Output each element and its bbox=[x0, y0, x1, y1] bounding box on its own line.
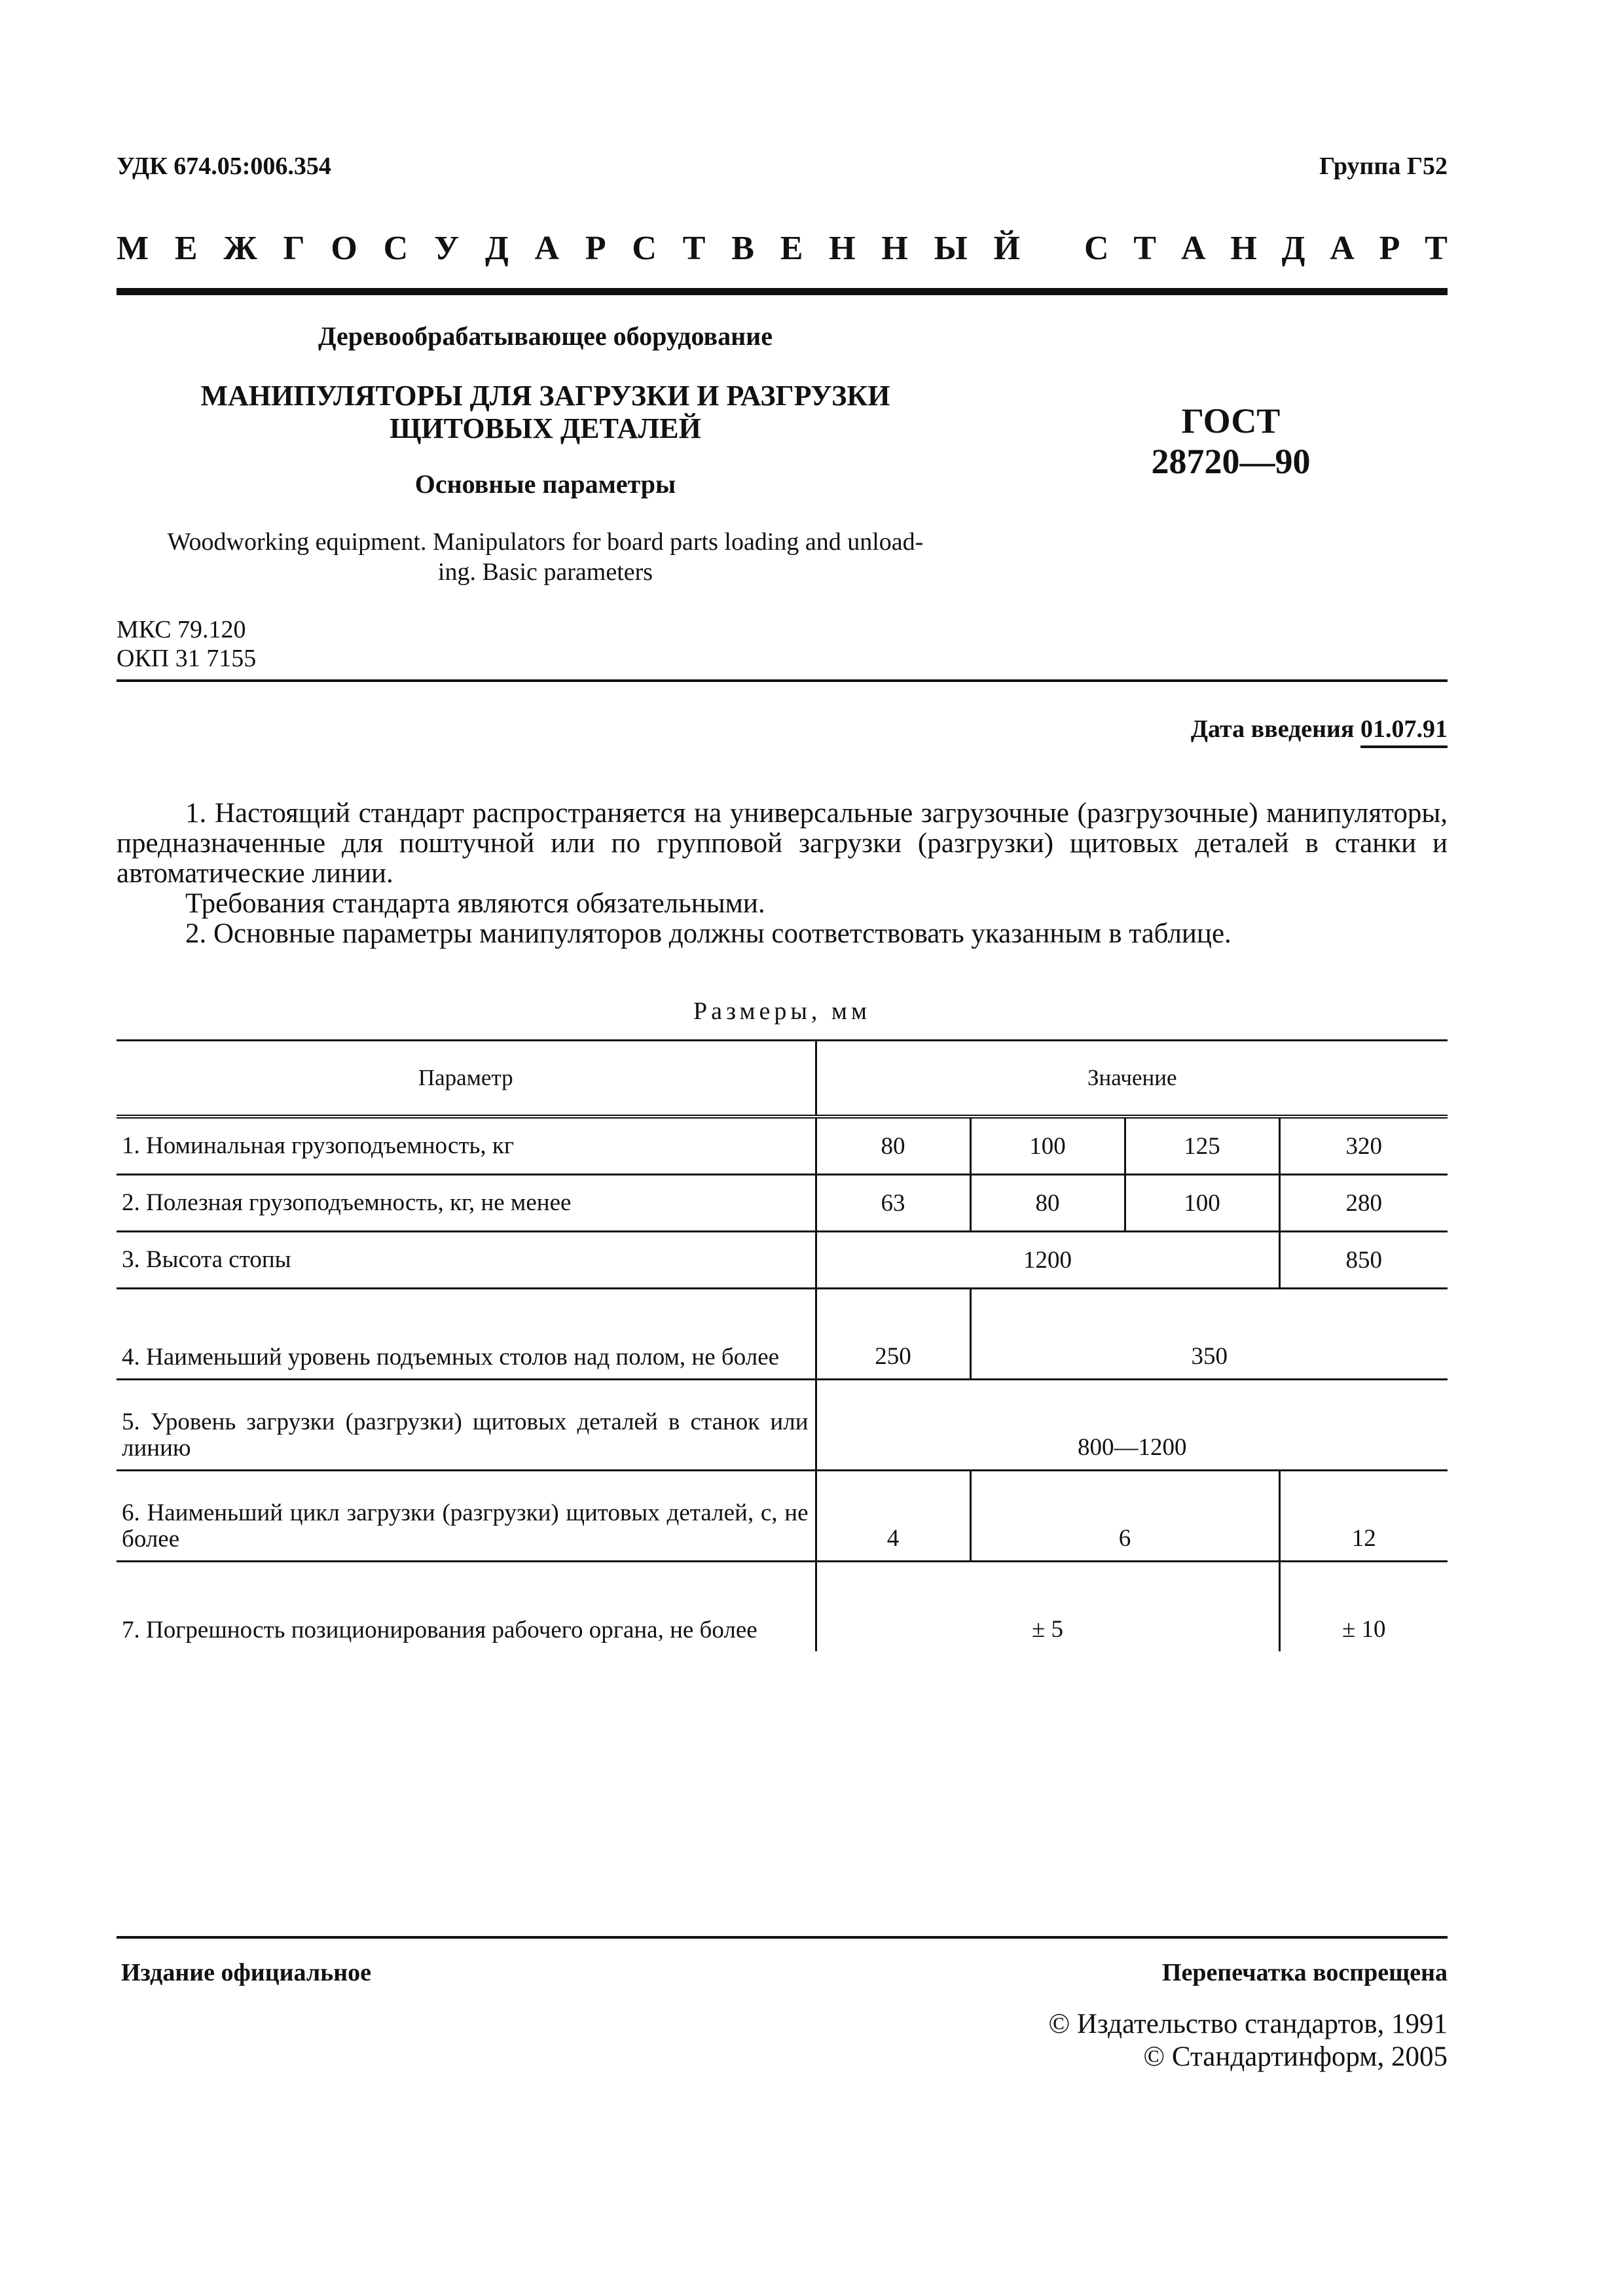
gost-number: 28720—90 bbox=[1151, 442, 1311, 481]
value-cell: 100 bbox=[970, 1117, 1125, 1175]
body-text bbox=[117, 798, 1448, 949]
document-subtitle: Основные параметры bbox=[414, 469, 676, 499]
value-cell: 12 bbox=[1279, 1471, 1448, 1562]
value-cell: 80 bbox=[816, 1117, 970, 1175]
classification-codes bbox=[117, 615, 256, 673]
english-title bbox=[117, 527, 974, 587]
banner-letter: Н bbox=[1230, 230, 1257, 267]
banner-letter: О bbox=[331, 230, 357, 267]
banner-letter: Д bbox=[1281, 230, 1305, 267]
document-title bbox=[117, 380, 974, 445]
param-cell: 3. Высота стопы bbox=[117, 1232, 816, 1289]
banner-letter: А bbox=[1180, 230, 1206, 267]
udk-code: УДК 674.05:006.354 bbox=[117, 152, 331, 180]
value-cell: 280 bbox=[1279, 1175, 1448, 1232]
paragraph-2: Требования стандарта являются обязательными. bbox=[185, 888, 765, 919]
banner-word-standard bbox=[1084, 229, 1448, 268]
table-row bbox=[117, 1380, 1448, 1471]
banner-letter: В bbox=[731, 230, 754, 267]
banner-letter: С bbox=[1084, 230, 1109, 267]
table-row bbox=[117, 1175, 1448, 1232]
group-code: Группа Г52 bbox=[1319, 152, 1448, 180]
header-rule bbox=[117, 288, 1448, 295]
value-cell: 63 bbox=[816, 1175, 970, 1232]
copyright-line-2: © Стандартинформ, 2005 bbox=[1143, 2041, 1448, 2072]
banner-letter: А bbox=[534, 230, 560, 267]
parameters-table bbox=[117, 1039, 1448, 1651]
okp-code: ОКП 31 7155 bbox=[117, 645, 257, 672]
banner-letter: У bbox=[434, 230, 460, 267]
value-cell: 4 bbox=[816, 1471, 970, 1562]
banner-letter: Е bbox=[174, 230, 198, 267]
paragraph-3: 2. Основные параметры манипуляторов должны соответствовать указанным в таблице. bbox=[185, 918, 1231, 949]
subject-line: Деревообрабатывающее оборудование bbox=[318, 321, 773, 351]
banner-letter: Ж bbox=[223, 230, 257, 267]
param-cell: 5. Уровень загрузки (разгрузки) щитовых деталей в станок или линию bbox=[117, 1380, 816, 1471]
banner-letter: Т bbox=[1425, 230, 1448, 267]
date-value: 01.07.91 bbox=[1360, 715, 1448, 748]
value-cell: 250 bbox=[816, 1289, 970, 1380]
table-row bbox=[117, 1289, 1448, 1380]
value-cell: 1200 bbox=[816, 1232, 1279, 1289]
reprint-prohibited: Перепечатка воспрещена bbox=[1161, 1959, 1448, 1986]
value-cell: 6 bbox=[970, 1471, 1279, 1562]
value-cell: 350 bbox=[970, 1289, 1448, 1380]
banner-letter: Н bbox=[829, 230, 856, 267]
banner-letter: Ы bbox=[934, 230, 968, 267]
value-cell: 125 bbox=[1125, 1117, 1279, 1175]
banner-letter: Д bbox=[484, 230, 509, 267]
banner-letter: Е bbox=[780, 230, 803, 267]
banner-letter: Т bbox=[1133, 230, 1157, 267]
banner-letter: Й bbox=[993, 230, 1020, 267]
param-cell: 1. Номинальная грузоподъемность, кг bbox=[117, 1117, 816, 1175]
gost-label: ГОСТ bbox=[1181, 401, 1281, 440]
banner-letter: А bbox=[1330, 230, 1355, 267]
english-title-line-2: ing. Basic parameters bbox=[437, 558, 653, 586]
banner-letter: Р bbox=[1379, 230, 1400, 267]
header-parameter: Параметр bbox=[117, 1041, 816, 1117]
value-cell: ± 10 bbox=[1279, 1562, 1448, 1652]
copyright-block bbox=[1048, 2008, 1448, 2073]
copyright-line-1: © Издательство стандартов, 1991 bbox=[1048, 2009, 1448, 2039]
banner-letter: С bbox=[632, 230, 657, 267]
value-cell: 80 bbox=[970, 1175, 1125, 1232]
table-row bbox=[117, 1232, 1448, 1289]
table-row bbox=[117, 1562, 1448, 1652]
introduction-date bbox=[1191, 715, 1448, 744]
banner-letter: Р bbox=[585, 230, 606, 267]
table-row bbox=[117, 1471, 1448, 1562]
banner-letter: Т bbox=[682, 230, 706, 267]
value-cell: 100 bbox=[1125, 1175, 1279, 1232]
date-label: Дата введения bbox=[1190, 715, 1355, 743]
section-rule bbox=[117, 679, 1448, 682]
mks-code: МКС 79.120 bbox=[117, 616, 246, 643]
banner-word-interstate bbox=[117, 229, 1020, 268]
value-cell: ± 5 bbox=[816, 1562, 1279, 1652]
english-title-line-1: Woodworking equipment. Manipulators for board parts loading and unload- bbox=[167, 528, 924, 556]
value-cell: 320 bbox=[1279, 1117, 1448, 1175]
title-line-1: МАНИПУЛЯТОРЫ ДЛЯ ЗАГРУЗКИ И РАЗГРУЗКИ bbox=[200, 380, 890, 412]
value-cell: 800—1200 bbox=[816, 1380, 1448, 1471]
gost-designation bbox=[1067, 401, 1395, 482]
title-line-2: ЩИТОВЫХ ДЕТАЛЕЙ bbox=[390, 412, 701, 444]
param-cell: 6. Наименьший цикл загрузки (разгрузки) щитовых деталей, с, не более bbox=[117, 1471, 816, 1562]
value-cell: 850 bbox=[1279, 1232, 1448, 1289]
paragraph-1: 1. Настоящий стандарт распространяется на универсальные загрузочные (разгрузочные) манипуляторы, предназначенные для поштучной или по групповой загрузки (разгрузки) щитовых деталей в станки и автоматические линии. bbox=[117, 798, 1448, 889]
param-cell: 2. Полезная грузоподъемность, кг, не менее bbox=[117, 1175, 816, 1232]
interstate-standard-banner bbox=[117, 229, 1448, 268]
banner-letter: Н bbox=[881, 230, 908, 267]
official-edition: Издание официальное bbox=[121, 1959, 372, 1986]
footer-rule bbox=[117, 1936, 1448, 1939]
banner-letter: М bbox=[117, 230, 149, 267]
banner-letter: С bbox=[383, 230, 409, 267]
param-cell: 4. Наименьший уровень подъемных столов над полом, не более bbox=[117, 1289, 816, 1380]
param-cell: 7. Погрешность позиционирования рабочего органа, не более bbox=[122, 1617, 757, 1643]
header-value: Значение bbox=[816, 1041, 1448, 1117]
banner-letter: Г bbox=[283, 230, 305, 267]
table-caption: Размеры, мм bbox=[693, 997, 871, 1025]
table-row bbox=[117, 1117, 1448, 1175]
